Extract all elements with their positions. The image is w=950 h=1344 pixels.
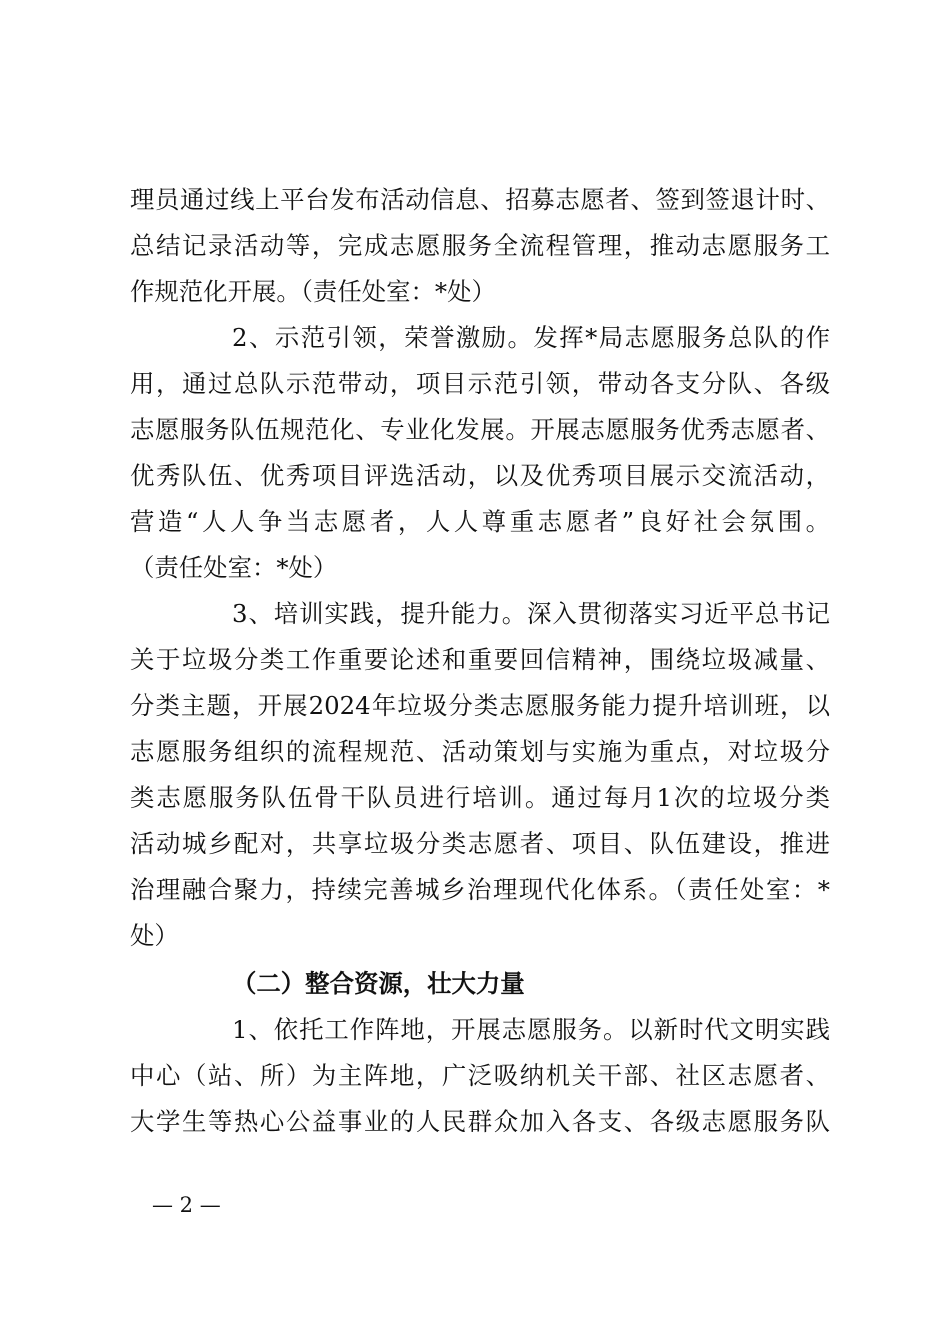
text-line: 2、示范引领，荣誉激励。发挥*局志愿服务总队的作 [232,323,830,352]
page-number: — 2 — [152,1193,221,1217]
text-line: 理员通过线上平台发布活动信息、招募志愿者、签到签退计时、 [130,185,830,214]
text-line: 3、培训实践，提升能力。深入贯彻落实习近平总书记 [232,599,830,628]
text-line: 用，通过总队示范带动，项目示范引领，带动各支分队、各级 [130,369,830,398]
text-line: 总结记录活动等，完成志愿服务全流程管理，推动志愿服务工 [130,231,830,260]
text-line: 营造“人人争当志愿者，人人尊重志愿者”良好社会氛围。 [130,507,830,536]
text-line: 中心（站、所）为主阵地，广泛吸纳机关干部、社区志愿者、 [130,1061,830,1090]
text-line: 大学生等热心公益事业的人民群众加入各支、各级志愿服务队 [130,1107,830,1136]
text-line: （责任处室：*处） [130,553,338,582]
text-line: 处） [130,921,179,950]
text-line: 1、依托工作阵地，开展志愿服务。以新时代文明实践 [232,1015,830,1044]
text-line: 类志愿服务队伍骨干队员进行培训。通过每月1次的垃圾分类 [130,783,830,812]
text-line: 优秀队伍、优秀项目评选活动，以及优秀项目展示交流活动， [130,461,830,490]
text-line: 志愿服务组织的流程规范、活动策划与实施为重点，对垃圾分 [130,737,830,766]
section-heading: （二）整合资源，壮大力量 [232,969,525,998]
text-line: 作规范化开展。（责任处室：*处） [130,277,496,306]
text-line: 治理融合聚力，持续完善城乡治理现代化体系。（责任处室：* [130,875,830,904]
text-line: 分类主题，开展2024年垃圾分类志愿服务能力提升培训班，以 [130,691,830,720]
text-line: 志愿服务队伍规范化、专业化发展。开展志愿服务优秀志愿者、 [130,415,830,444]
text-line: 关于垃圾分类工作重要论述和重要回信精神，围绕垃圾减量、 [130,645,830,674]
text-line: 活动城乡配对，共享垃圾分类志愿者、项目、队伍建设，推进 [130,829,830,858]
